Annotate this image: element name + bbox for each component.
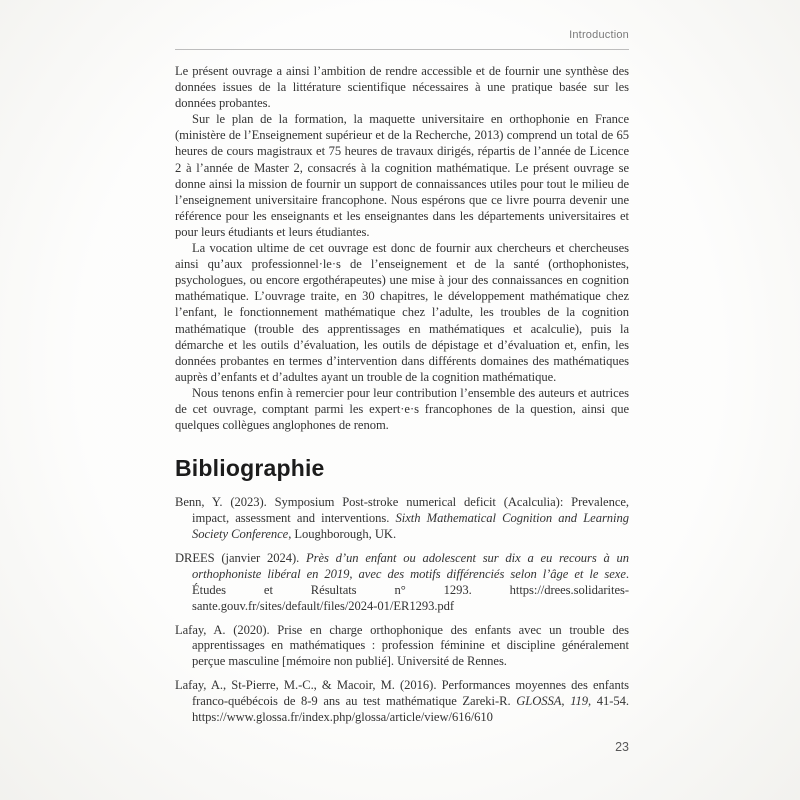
bibliography-entries [175, 495, 629, 726]
running-header: Introduction [569, 29, 629, 41]
bib-segment-italic: Sixth Mathematical Cognition and Learning Society Conference [192, 511, 629, 541]
bib-segment-italic: 119 [570, 694, 588, 709]
bibliography-entry [175, 678, 629, 726]
bib-segment: Lafay, A. (2020). Prise en charge orthophonique des enfants avec un trouble des apprentissages en mathématiques : profession féminine et discipline généralement perçue masculine [mémoire non publié]. Université de Rennes. [175, 622, 629, 669]
bibliography-entry [175, 495, 629, 543]
intro-paragraph: Nous tenons enfin à remercier pour leur contribution l’ensemble des auteurs et autrices de cet ouvrage, comptant parmi les expert·e·s francophones de la question, ainsi que quelques collègues anglophones de renom. [175, 385, 629, 433]
bib-segment: , Loughborough, UK. [288, 526, 397, 541]
bibliography-entry [175, 551, 629, 615]
bib-segment: DREES (janvier 2024). [175, 550, 306, 565]
bibliography-entry [175, 623, 629, 671]
bib-segment: . Études et Résultats n° 1293. https://drees.solidarites-sante.gouv.fr/sites/default/files/2024-01/ER1293.pdf [192, 566, 629, 613]
intro-paragraph: La vocation ultime de cet ouvrage est donc de fournir aux chercheurs et chercheuses ainsi qu’aux professionnel·le·s de l’enseignement et de la santé (orthophonistes, psychologues, ou encore ergothérapeutes) une mise à jour des connaissances en cognition mathématique. L’ouvrage traite, en 30 chapitres, le développement mathématique chez l’enfant, le fonctionnement mathématique chez l’adulte, les troubles de la cognition mathématique (trouble des apprentissages en mathématiques et acalculie), puis la démarche et les outils d’évaluation, les outils de dépistage et d’évaluation et, enfin, les données probantes en termes d’intervention dans différents domaines des mathématiques auprès d’enfants et d’adultes ayant un trouble de la cognition mathématique. [175, 241, 629, 384]
bib-segment: , [561, 694, 571, 709]
header-rule [175, 49, 629, 50]
bib-segment: , 41-54. https://www.glossa.fr/index.php/glossa/article/view/616/610 [192, 694, 629, 725]
page-number: 23 [615, 739, 629, 754]
bib-segment-italic: GLOSSA [516, 694, 562, 709]
intro-paragraph: Le présent ouvrage a ainsi l’ambition de rendre accessible et de fournir une synthèse des données issues de la littérature scientifique nécessaires à une pratique basée sur les données probantes. [175, 64, 629, 111]
page-content-column [175, 29, 629, 754]
intro-paragraph: Sur le plan de la formation, la maquette universitaire en orthophonie en France (ministère de l’Enseignement supérieur et de la Recherche, 2013) comprend un total de 65 heures de cours magistraux et 75 heures de travaux dirigés, répartis de l’année de Licence 2 à l’année de Master 2, consacrés à la cognition mathématique. Le présent ouvrage se donne ainsi la mission de fournir un support de connaissances utiles pour tout le milieu de l’enseignement universitaire francophone. Nous espérons que ce livre pourra devenir une référence pour les enseignants et les enseignantes dans les départements universitaires et pour leurs étudiants et leurs étudiantes. [175, 112, 629, 239]
bib-segment: Lafay, A., St-Pierre, M.-C., & Macoir, M. (2016). Performances moyennes des enfants franco-québécois de 8-9 ans au test mathématique Zareki-R. [175, 678, 629, 709]
intro-paragraphs [175, 63, 629, 433]
bibliography-heading: Bibliographie [175, 455, 325, 482]
bib-segment-italic: Près d’un enfant ou adolescent sur dix a eu recours à un orthophoniste libéral en 2019, avec des motifs différenciés selon l’âge et le sexe [192, 550, 630, 581]
bib-segment: Benn, Y. (2023). Symposium Post-stroke numerical deficit (Acalculia): Prevalence, impact, assessment and interventions. [175, 495, 629, 526]
